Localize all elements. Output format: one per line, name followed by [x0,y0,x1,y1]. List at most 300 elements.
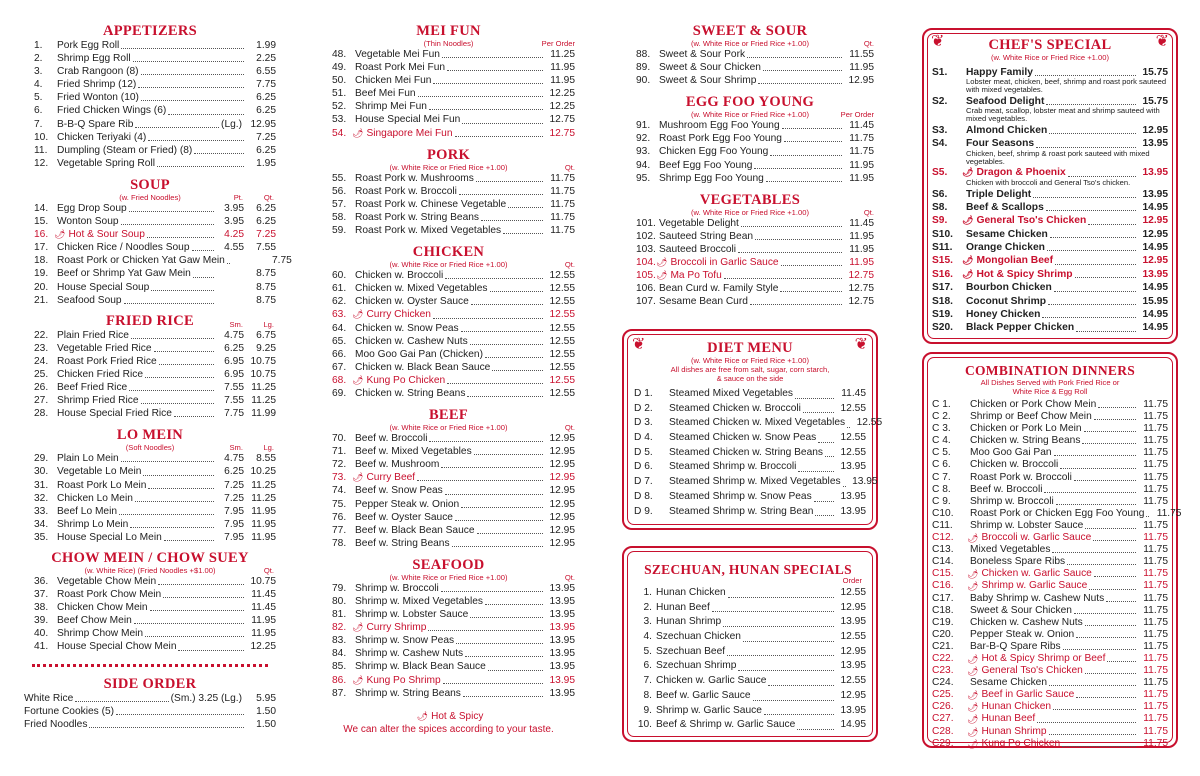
item-name: Chicken w. Cashew Nuts [355,335,468,347]
item-number: 3. [643,616,652,628]
chef-item [932,308,1168,321]
item-price-large: 8.75 [256,294,276,306]
pepper-icon: 🌶︎ [656,270,668,281]
item-description: Crab meat, scallop, lobster meat and shrimp sauteed with mixed vegetables. [966,106,1160,124]
item-name: Seafood Soup [57,294,122,306]
item-name: Sesame Bean Curd [659,296,748,308]
item-price-large: 8.75 [256,268,276,280]
leader-dots [1046,95,1136,105]
item-number: 52. [332,101,347,113]
item-name: Beef w. Black Bean Sauce [355,524,475,536]
item-price: 11.75 [1143,471,1168,483]
item-price-large: 11.25 [251,395,276,407]
item-name: Chicken w. Garlic Sauce [656,675,767,687]
item-number: C13. [932,544,954,556]
leader-dots [1076,629,1136,638]
menu-item [626,172,874,185]
menu-item [24,78,276,91]
leader-dots [433,308,543,318]
menu-item [932,459,1168,471]
menu-item [322,348,575,361]
menu-item [24,281,276,294]
item-number: D 5. [634,446,653,458]
menu-item [322,374,575,387]
item-name: Roast Pork w. Broccoli [970,471,1072,483]
pepper-icon: 🌶︎ [967,702,979,713]
item-name: Steamed Shrimp w. String Bean [669,505,814,517]
item-name: House Special Fried Rice [57,408,172,420]
menu-item [322,582,575,595]
item-number: 29. [34,453,49,465]
item-name: Curry Chicken [366,309,431,321]
leader-dots [1084,423,1136,432]
section-note: (w. White Rice or Fried Rice +1.00) [691,356,809,365]
section-note: (w. White Rice) (Fried Noodles +$1.00) [84,566,216,575]
item-name: Szechuan Shrimp [656,660,737,672]
leader-dots [131,329,214,339]
section-title: SIDE ORDER [103,675,197,692]
item-price: 11.75 [1143,447,1168,459]
item-number: C 7. [932,471,951,483]
item-price: 11.45 [251,602,276,614]
item-name: Chicken w. Broccoli [355,270,444,282]
chef-item [932,188,1168,201]
item-number: S2. [932,95,948,107]
pepper-icon: 🌶︎ [967,533,979,544]
item-list [322,269,575,400]
item-number: 4. [643,631,652,643]
section-note: (Thin Noodles) [423,39,474,48]
item-price: 13.95 [549,635,575,647]
menu-item [932,653,1168,665]
leader-dots [463,687,543,697]
leader-dots [1107,653,1136,662]
menu-item [932,399,1168,411]
item-number: S6. [932,188,948,200]
menu-item [626,48,874,61]
pepper-icon: 🌶︎ [352,309,364,320]
item-name: Shrimp w. Garlic Sauce [656,704,762,716]
item-number: S8. [932,201,948,213]
item-price: 11.55 [849,49,874,60]
leader-dots [1068,166,1136,176]
item-name: Beef w. Oyster Sauce [355,511,453,523]
item-name: Chicken Teriyaki (4) [57,131,147,143]
item-name: Kung Po Shrimp [366,674,441,686]
item-number: 94. [636,159,651,171]
item-price: 7.25 [256,131,276,143]
menu-item [24,505,276,518]
item-number: 39. [34,615,49,627]
item-price: 11.75 [1143,737,1168,749]
item-number: 4. [34,79,43,91]
chef-item [932,124,1168,137]
item-price: 13.95 [840,490,866,502]
item-price: 12.25 [549,88,575,100]
item-price: 12.55 [549,335,575,347]
item-number: S20. [932,322,953,334]
item-price: 12.25 [549,101,575,113]
item-name: Steamed Shrimp w. Mixed Vegetables [669,476,841,488]
item-number: 90. [636,75,651,87]
item-number: 56. [332,185,347,197]
item-name: Roast Pork Egg Foo Young [659,133,782,145]
item-name: Sweet & Sour Shrimp [659,75,757,87]
menu-item [322,445,575,458]
leader-dots [124,294,214,304]
item-name: Kung Po Chicken [366,374,446,386]
menu-item [24,144,276,157]
item-price: 1.50 [256,705,276,717]
leader-dots [159,355,214,365]
item-number: 70. [332,433,347,445]
menu-item [932,484,1168,496]
leader-dots [163,588,244,598]
item-price: 11.75 [849,133,874,145]
item-number: C18. [932,604,954,616]
item-number: 17. [34,242,49,254]
item-price: 12.95 [549,524,575,536]
item-name: Sweet & Sour Chicken [970,604,1072,616]
chefs-special-box [922,28,1178,344]
item-number: 75. [332,498,347,510]
chef-item [932,228,1168,241]
item-name: Bourbon Chicken [966,282,1052,294]
item-price: 11.95 [849,230,874,242]
leader-dots [747,48,842,58]
item-number: 84. [332,648,347,660]
ornament-icon: ❦ [931,33,945,50]
pepper-icon: 🌶︎ [962,167,974,178]
item-price: 13.95 [840,505,866,517]
item-name: Shrimp Egg Foo Young [659,172,764,184]
item-number: 88. [636,49,651,60]
leader-dots [1085,665,1136,674]
pepper-icon: 🌶︎ [967,569,979,580]
leader-dots [1042,308,1136,318]
item-description: Chicken, beef, shrimp & roast pork sauteed with mixed vegetables. [966,148,1150,166]
leader-dots [1098,399,1136,408]
item-price: 11.75 [1143,423,1168,435]
item-name: Chicken or Pork Lo Mein [970,423,1082,435]
item-name: Shrimp or Beef Chow Mein [970,411,1092,423]
item-name: Steamed Mixed Vegetables [669,388,794,399]
item-number: 37. [34,589,49,601]
leader-dots [738,243,842,253]
leader-dots [503,224,543,234]
item-price: 11.95 [251,628,276,640]
item-name: Beef w. Mushroom [355,459,440,471]
pepper-icon: 🌶︎ [352,374,364,385]
leader-dots [143,465,214,475]
menu-item [626,132,874,145]
leader-dots [470,608,543,618]
menu-item [322,87,575,100]
item-list [24,202,292,307]
item-price-small: 7.95 [224,505,244,517]
item-price: 12.55 [549,283,575,295]
item-name: Black Pepper Chicken [966,322,1075,334]
item-price: 11.45 [841,388,866,399]
menu-item [24,131,276,144]
item-price: 11.75 [849,146,874,158]
leader-dots [798,460,834,472]
menu-item [626,230,874,243]
menu-item [24,267,276,280]
col-header: Per Order [840,110,874,120]
item-name: Hunan Chicken [656,587,726,598]
section-title: APPETIZERS [102,23,198,39]
leader-dots [738,659,834,671]
menu-item [322,674,575,687]
item-price: 12.55 [856,417,883,429]
item-price: 6.55 [256,66,276,78]
section-note: All Dishes Served with Pork Fried Rice or [980,378,1120,387]
item-price-small [216,267,244,280]
item-number: C 1. [932,399,951,410]
leader-dots [174,407,214,417]
menu-item [24,614,276,627]
menu-item [322,185,575,198]
leader-dots [429,100,543,110]
egg-foo-young-section [626,95,874,184]
item-number: S17. [932,282,953,294]
pepper-icon: 🌶︎ [352,127,364,138]
item-number: S10. [932,228,953,240]
item-number: 30. [34,466,49,478]
item-number: 89. [636,62,651,74]
pepper-icon: 🌶︎ [352,674,364,685]
item-price-small: 4.25 [224,229,244,241]
leader-dots [1036,137,1136,147]
item-number: C25. [932,689,954,701]
item-price: 12.25 [250,641,276,653]
menu-item [626,282,874,295]
menu-item [932,689,1168,701]
item-price: 12.95 [1142,215,1168,227]
leader-dots [770,145,842,155]
item-price: 6.25 [256,144,276,156]
item-name: Beef w. Mixed Vegetables [355,446,472,458]
item-price-small: 6.25 [224,342,244,354]
item-price: 10.75 [250,576,276,587]
item-name: Fried Shrimp (12) [57,79,137,91]
item-price: 12.75 [848,296,874,308]
item-name: Fried Chicken Wings (6) [57,105,167,117]
item-name: Chicken w. String Beans [355,387,466,399]
menu-item [932,677,1168,689]
item-number: C 6. [932,459,951,471]
menu-item [24,465,276,478]
item-name: General Tso's Chicken [976,215,1087,227]
item-name: Seafood Delight [966,95,1045,107]
section-title: PORK [426,146,471,163]
item-price-large: 6.25 [256,202,276,214]
item-price: 12.55 [549,361,575,373]
menu-item [24,104,276,117]
leader-dots [428,621,543,631]
item-name: Roast Pork Lo Mein [57,479,147,491]
diet-menu-box [622,329,883,530]
item-price: 11.95 [251,615,276,627]
leader-dots [843,475,846,487]
item-name: Hunan Shrimp [656,616,722,628]
item-number: 21. [34,294,49,306]
menu-item [24,705,276,718]
item-number: D 2. [634,402,653,414]
item-price-large: 10.25 [250,466,276,478]
leader-dots [814,490,834,502]
item-price: 11.75 [1143,532,1168,544]
leader-dots [1076,689,1136,698]
item-name: Fried Wonton (10) [57,92,139,104]
item-number: 58. [332,211,347,223]
leader-dots [465,647,543,657]
item-name: Shrimp w. String Beans [355,687,461,699]
item-price: 12.95 [1142,124,1168,136]
leader-dots [148,131,244,141]
menu-item [322,211,575,224]
item-name: Hunan Beef [981,713,1036,725]
item-name: Plain Fried Rice [57,329,129,341]
item-price-large: 9.25 [256,342,276,354]
item-number: 20. [34,281,49,293]
item-number: 33. [34,505,49,517]
leader-dots [825,446,834,458]
item-price: 11.75 [550,198,575,210]
item-name: Steamed Chicken w. String Beans [669,446,824,458]
item-number: 73. [332,472,347,484]
pepper-icon: 🌶︎ [967,581,979,592]
chef-item [932,295,1168,308]
item-number: 50. [332,75,347,87]
item-price: 5.95 [256,692,276,704]
leader-dots [447,374,543,384]
chef-item [932,214,1168,227]
leader-dots [1076,321,1136,331]
item-list [626,119,874,184]
col-header: Qt. [863,39,874,48]
leader-dots [803,402,834,414]
leader-dots [147,228,214,238]
section-note: (w. Fried Noodles) [119,192,181,202]
item-name: Roast Pork w. Mushrooms [355,172,474,184]
item-name: Szechuan Beef [656,645,726,657]
col-header: Order [842,576,862,585]
ornament-icon: ❦ [854,336,868,353]
menu-item [322,335,575,348]
pepper-icon: 🌶︎ [656,257,668,268]
item-price: 13.95 [549,674,575,686]
item-number: D 4. [634,432,653,444]
item-number: D 1. [634,388,653,399]
menu-item [322,687,575,700]
leader-dots [429,432,543,442]
item-name: B-B-Q Spare Rib [57,118,134,130]
item-price: 12.55 [840,446,866,458]
item-number: 64. [332,322,347,334]
item-price: 1.50 [256,718,276,730]
item-price: 14.95 [1142,322,1168,334]
item-price: 15.95 [1142,295,1168,307]
item-number: 102. [636,230,656,242]
item-number: C 4. [932,435,951,447]
vegetables-section [626,193,874,309]
leader-dots [129,202,214,212]
item-number: S9. [932,215,948,227]
item-name: Fried Noodles [24,718,88,730]
item-price: 11.75 [550,211,575,223]
item-name: Beef Fried Rice [57,382,128,394]
menu-item [932,507,1182,520]
item-name: Chicken w. Snow Peas [355,322,459,334]
menu-item [24,640,276,653]
item-number: 91. [636,120,651,132]
leader-dots [492,361,543,371]
menu-item [322,484,575,497]
menu-item [932,423,1168,435]
item-price: 12.95 [549,472,575,484]
item-number: 10. [34,131,49,143]
menu-item [322,361,575,374]
item-name: Mushroom Egg Foo Young [659,120,780,132]
item-price: 12.55 [840,587,866,598]
item-number: 86. [332,674,347,686]
pepper-icon: 🌶︎ [967,714,979,725]
item-number: 12. [34,157,49,169]
col-header: Pt. [233,192,243,202]
leader-dots [461,498,543,508]
menu-item [24,627,276,640]
item-number: 22. [34,329,49,341]
leader-dots [418,87,543,97]
item-price: 14.95 [1142,201,1168,213]
leader-dots [764,704,834,716]
item-price: 12.75 [848,270,874,282]
item-description: Chicken with broccoli and General Tso's chicken. [966,177,1131,187]
menu-item [322,269,575,282]
menu-item [626,217,874,230]
item-name: Shrimp Fried Rice [57,395,139,407]
menu-item [932,520,1168,532]
menu-item [322,48,575,61]
item-name: Plain Lo Mein [57,453,119,465]
item-price: 13.95 [549,596,575,607]
item-name: Chicken w. Mixed Vegetables [355,283,488,295]
leader-dots [1037,713,1136,722]
item-price: 14.95 [1142,282,1168,294]
leader-dots [847,416,850,428]
leader-dots [441,458,543,468]
item-number: 65. [332,335,347,347]
menu-item [24,407,276,420]
leader-dots [780,282,842,292]
leader-dots [157,157,244,167]
leader-dots [1046,201,1136,211]
item-name: Triple Delight [966,188,1032,200]
leader-dots [145,368,214,378]
item-name: Hot & Spicy Shrimp or Beef [981,652,1106,664]
item-name: Hot & Spicy Shrimp [976,268,1073,280]
item-number: S16. [932,268,953,280]
item-name: Roast Pork Chow Mein [57,589,162,601]
item-number: 72. [332,459,347,471]
item-name: Beef & Shrimp w. Garlic Sauce [656,719,796,731]
item-name: Shrimp w. Garlic Sauce [981,580,1088,592]
menu-item [322,621,575,634]
menu-item [932,568,1168,580]
menu-item [24,118,276,131]
